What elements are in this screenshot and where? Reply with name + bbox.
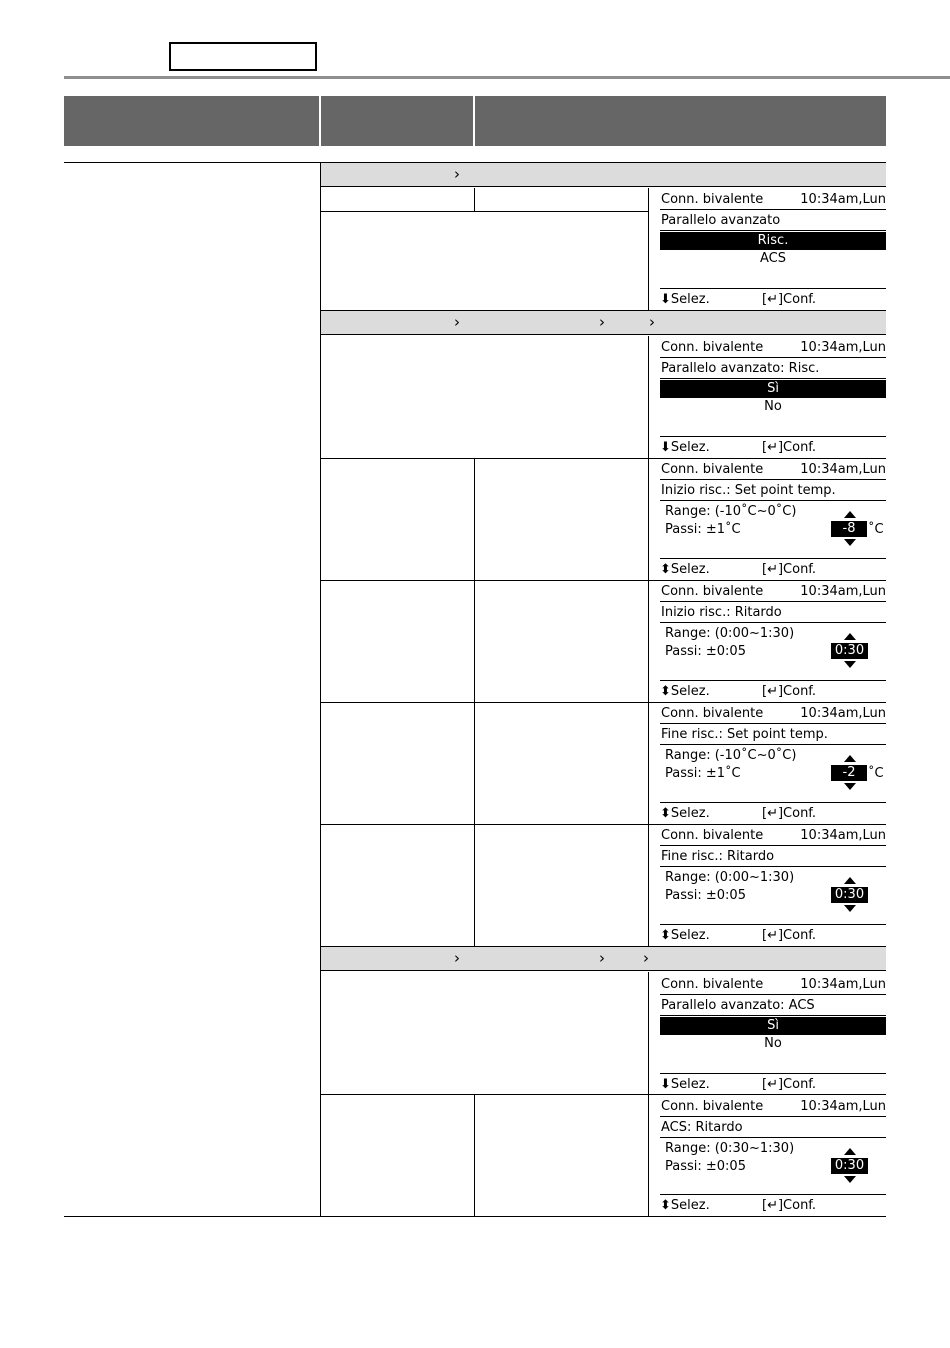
- option-selected[interactable]: Sì: [660, 1017, 886, 1035]
- option[interactable]: No: [764, 1036, 782, 1051]
- screen-subtitle: ACS: Ritardo: [660, 1118, 886, 1138]
- select-hint: ⬇Selez.: [660, 440, 710, 455]
- col-divider-2: [474, 1094, 475, 1216]
- arrow-up-icon[interactable]: [844, 633, 856, 640]
- steps-text: Passi: ±0:05: [665, 644, 746, 659]
- range-text: Range: (0:00~1:30): [665, 870, 795, 885]
- top-rule: [64, 76, 950, 79]
- table-head-col-3: [475, 96, 886, 146]
- lcd-screen: [660, 582, 886, 700]
- confirm-hint: [↵]Conf.: [762, 806, 817, 821]
- row-rule: [321, 824, 886, 825]
- chevron-right-icon: ›: [643, 949, 649, 967]
- select-hint: ⬍Selez.: [660, 806, 710, 821]
- value-display: -2: [831, 765, 867, 781]
- lcd-screen: [660, 1097, 886, 1215]
- page-header-box: [169, 42, 317, 71]
- screen-clock: 10:34am,Lun: [800, 1099, 886, 1114]
- value-display: 0:30: [831, 1158, 868, 1174]
- col-divider-2: [474, 458, 475, 946]
- steps-text: Passi: ±0:05: [665, 1159, 746, 1174]
- range-text: Range: (0:00~1:30): [665, 626, 795, 641]
- steps-text: Passi: ±1˚C: [665, 522, 741, 537]
- select-hint: ⬍Selez.: [660, 684, 710, 699]
- arrow-up-icon[interactable]: [844, 511, 856, 518]
- section-row-3: [321, 946, 886, 971]
- screen-title: Conn. bivalente: [661, 828, 764, 843]
- select-hint: ⬇Selez.: [660, 292, 710, 307]
- chevron-right-icon: ›: [454, 165, 460, 183]
- confirm-hint: [↵]Conf.: [762, 1077, 817, 1092]
- row-rule: [321, 580, 886, 581]
- confirm-hint: [↵]Conf.: [762, 1198, 817, 1213]
- screen-title: Conn. bivalente: [661, 462, 764, 477]
- screen-title: Conn. bivalente: [661, 977, 764, 992]
- arrow-up-icon[interactable]: [844, 877, 856, 884]
- screen-title: Conn. bivalente: [661, 706, 764, 721]
- lcd-screen: [660, 975, 886, 1093]
- steps-text: Passi: ±0:05: [665, 888, 746, 903]
- option-selected[interactable]: Sì: [660, 380, 886, 398]
- lcd-screen: [660, 190, 886, 308]
- arrow-down-icon[interactable]: [844, 539, 856, 546]
- value-display: 0:30: [831, 643, 868, 659]
- screen-clock: 10:34am,Lun: [800, 706, 886, 721]
- lcd-screen: [660, 704, 886, 822]
- confirm-hint: [↵]Conf.: [762, 928, 817, 943]
- screen-subtitle: Fine risc.: Ritardo: [660, 847, 886, 867]
- chevron-right-icon: ›: [599, 949, 605, 967]
- option-selected[interactable]: Risc.: [660, 232, 886, 250]
- range-text: Range: (-10˚C~0˚C): [665, 504, 797, 519]
- arrow-up-icon[interactable]: [844, 755, 856, 762]
- screen-clock: 10:34am,Lun: [800, 192, 886, 207]
- option[interactable]: No: [764, 399, 782, 414]
- screen-subtitle: Inizio risc.: Set point temp.: [660, 481, 886, 501]
- screen-title: Conn. bivalente: [661, 1099, 764, 1114]
- chevron-right-icon: ›: [649, 313, 655, 331]
- screen-title: Conn. bivalente: [661, 340, 764, 355]
- screen-subtitle: Fine risc.: Set point temp.: [660, 725, 886, 745]
- select-hint: ⬍Selez.: [660, 562, 710, 577]
- arrow-down-icon[interactable]: [844, 905, 856, 912]
- lcd-screen: [660, 826, 886, 944]
- lcd-screen: [660, 338, 886, 456]
- arrow-down-icon[interactable]: [844, 1176, 856, 1183]
- screen-title: Conn. bivalente: [661, 192, 764, 207]
- confirm-hint: [↵]Conf.: [762, 292, 817, 307]
- option[interactable]: ACS: [760, 251, 786, 266]
- chevron-right-icon: ›: [454, 313, 460, 331]
- row-rule: [321, 211, 648, 212]
- unit-label: ˚C: [868, 766, 884, 781]
- screen-clock: 10:34am,Lun: [800, 462, 886, 477]
- section-row-1: [321, 162, 886, 187]
- table-head-col-2: [321, 96, 473, 146]
- screen-title: Conn. bivalente: [661, 584, 764, 599]
- col-divider-2: [474, 188, 475, 212]
- screen-subtitle: Parallelo avanzato: Risc.: [660, 359, 886, 379]
- screen-clock: 10:34am,Lun: [800, 828, 886, 843]
- table-head-col-1: [64, 96, 319, 146]
- chevron-right-icon: ›: [454, 949, 460, 967]
- arrow-down-icon[interactable]: [844, 783, 856, 790]
- arrow-up-icon[interactable]: [844, 1148, 856, 1155]
- row-rule: [321, 458, 886, 459]
- range-text: Range: (-10˚C~0˚C): [665, 748, 797, 763]
- screen-subtitle: Parallelo avanzato: ACS: [660, 996, 886, 1016]
- screen-subtitle: Parallelo avanzato: [660, 211, 886, 231]
- screen-clock: 10:34am,Lun: [800, 584, 886, 599]
- value-display: 0:30: [831, 887, 868, 903]
- confirm-hint: [↵]Conf.: [762, 684, 817, 699]
- confirm-hint: [↵]Conf.: [762, 440, 817, 455]
- col-divider-3: [648, 188, 649, 310]
- col-divider-3: [648, 336, 649, 946]
- row-rule: [321, 702, 886, 703]
- range-text: Range: (0:30~1:30): [665, 1141, 795, 1156]
- lcd-screen: [660, 460, 886, 578]
- arrow-down-icon[interactable]: [844, 661, 856, 668]
- col-divider-3: [648, 972, 649, 1216]
- table-bottom-rule: [64, 1216, 886, 1217]
- steps-text: Passi: ±1˚C: [665, 766, 741, 781]
- select-hint: ⬇Selez.: [660, 1077, 710, 1092]
- unit-label: ˚C: [868, 522, 884, 537]
- chevron-right-icon: ›: [599, 313, 605, 331]
- section-row-2: [321, 310, 886, 335]
- select-hint: ⬍Selez.: [660, 928, 710, 943]
- screen-clock: 10:34am,Lun: [800, 340, 886, 355]
- value-display: -8: [831, 521, 867, 537]
- screen-subtitle: Inizio risc.: Ritardo: [660, 603, 886, 623]
- select-hint: ⬍Selez.: [660, 1198, 710, 1213]
- screen-clock: 10:34am,Lun: [800, 977, 886, 992]
- confirm-hint: [↵]Conf.: [762, 562, 817, 577]
